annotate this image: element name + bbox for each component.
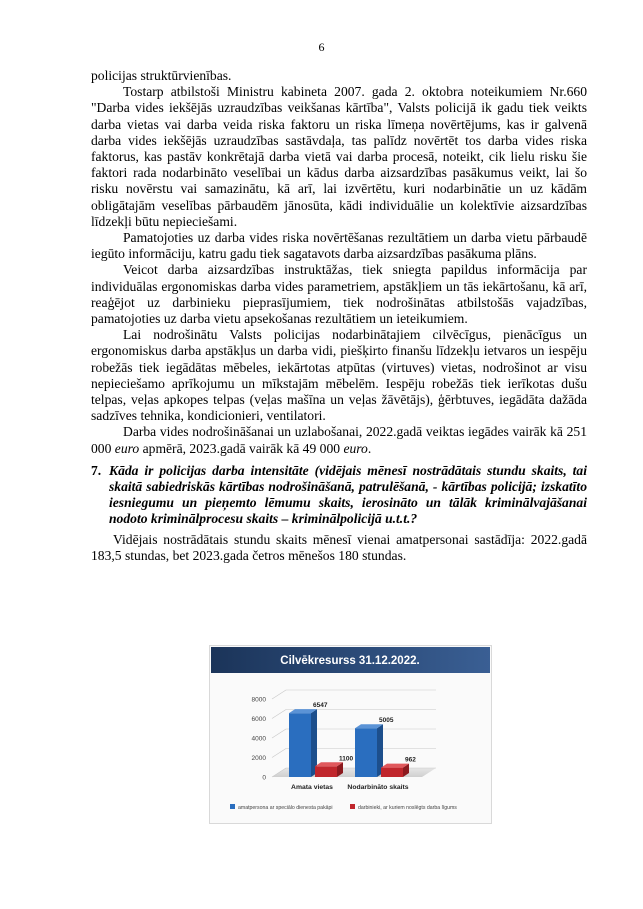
- data-label: 6547: [313, 702, 328, 710]
- data-label: 962: [405, 756, 416, 764]
- legend-label: amatpersona ar speciālo dienesta pakāpi: [238, 805, 333, 811]
- paragraph-safety-plan: Pamatojoties uz darba vides riska novērtēšanas rezultātiem un darba vietu pārbaudē iegūto informāciju, katru gadu tiek sagatavots darba aizsardzības pasākuma plāns.: [91, 230, 587, 262]
- y-tick-label: 2000: [251, 755, 266, 762]
- chart-canvas: [210, 646, 491, 823]
- bar-front: [315, 766, 337, 777]
- purchase-text-2: apmērā, 2023.gadā vairāk kā 49 000: [139, 440, 344, 456]
- y-tick-label: 8000: [251, 696, 266, 704]
- bar-front: [289, 713, 311, 777]
- purchase-text-3: .: [367, 440, 372, 456]
- data-label: 1100: [339, 755, 354, 763]
- euro-label-2: euro: [343, 440, 368, 456]
- bar-front: [355, 728, 377, 777]
- page-number: 6: [318, 40, 325, 54]
- chart-title: Cilvēkresurss 31.12.2022.: [280, 655, 420, 667]
- legend-swatch: [350, 804, 355, 809]
- answer-paragraph: Vidējais nostrādātais stundu skaits mēnesī vienai amatpersonai sastādīja: 2022.gadā 183,5 stundas, bet 2023.gada četros mēnešos 180 stundas.: [91, 531, 587, 563]
- gridline-diagonal: [272, 690, 286, 699]
- x-category-label: Amata vietas: [291, 784, 333, 791]
- gridline-diagonal: [272, 729, 286, 738]
- bar-front: [381, 768, 403, 777]
- y-tick-label: 4000: [251, 735, 266, 743]
- y-tick-label: 6000: [251, 716, 266, 723]
- paragraph-working-conditions: Lai nodrošinātu Valsts policijas nodarbinātajiem cilvēcīgus, pienācīgus un ergonomiskus darba apstākļus un darba vidi, piešķirto finanšu līdzekļu ietvaros un iespēju robežās tiek iegādātas mēbeles, iekārtotas atpūtas (virtuves) vietas, nodrošinot ar visu nepieciešamo aprīkojumu un mīkstajām mēbelēm. Iespēju robežās tiek ierīkotas dušu telpas, veļas apkopes telpas (veļas mašīna un veļas žāvētājs), ģērbtuves, iegādāta dažāda sadzīves tehnika, kondicionieri, ventilatori.: [91, 327, 587, 424]
- paragraph-purchases: [91, 424, 587, 456]
- paragraph-risk-assessment: Tostarp atbilstoši Ministru kabineta 2007. gada 2. oktobra noteikumiem Nr.660 "Darba vides iekšējās uzraudzības veikšanas kārtība", Valsts policijā ik gadu tiek veikts darba vietas vai darba veida riska faktoru un riska līmeņa novērtējums, kas ir galvenā darba vides iekšējās uzraudzības sastāvdaļa, tas palīdz novērtēt tos darba vides riska faktorus, kas pastāv konkrētajā darba vietā vai darba procesā, noteikt, cik lielu risku šie faktori rada nodarbināto veselībai un kādus darba aizsardzības pasākumus veikt, lai šo risku novērstu vai samazinātu, kā arī, lai izvērtētu, kuri nodarbinātie un uz kādām obligātajām veselības pārbaudēm jānosūta, kādi individuālie un kolektīvie aizsardzības līdzekļi būtu nepieciešami.: [91, 84, 587, 229]
- gridline-diagonal: [272, 710, 286, 719]
- document-body: [91, 68, 587, 564]
- chart-legend: [230, 804, 457, 811]
- paragraph-continuation: policijas struktūrvienības.: [91, 68, 232, 83]
- x-category-label: Nodarbināto skaits: [347, 784, 409, 791]
- y-tick-label: 0: [262, 774, 266, 782]
- purchase-text-1: Darba vides nodrošināšanai un uzlabošanai, 2022.gadā veiktas iegādes vairāk kā 251 000: [91, 424, 587, 456]
- legend-swatch: [230, 804, 235, 809]
- legend-label: darbinieki, ar kuriem noslēgts darba līgums: [358, 805, 457, 811]
- euro-label-1: euro: [114, 440, 140, 456]
- data-label: 5005: [379, 717, 394, 725]
- question-heading: [91, 463, 587, 528]
- question-text: Kāda ir policijas darba intensitāte (vidējais mēnesī nostrādātais stundu skaits, tai skaitā sabiedriskās kārtības nodrošināšanā, patrulēšanā, - kārtības policijā; izskatīto iesniegumu un pieņemto lēmumu skaits, ierosināto un tālāk kriminālvajāšanai nodoto kriminālprocesu skaits – kriminālpolicijā u.t.t.?: [109, 462, 587, 527]
- question-number: 7.: [91, 462, 102, 478]
- paragraph-instructions: Veicot darba aizsardzības instruktāžas, tiek sniegta papildus informācija par individuālas ergonomiskas darba vides parametriem, apstākļiem un tās iekārtošanu, kā arī, reaģējot uz darbinieku pieprasījumiem, tiek nodrošinātas atbilstošās vajadzības, pamatojoties uz darba vietu apsekošanas rezultātiem un ieteikumiem.: [91, 262, 587, 327]
- hr-chart: [209, 645, 492, 824]
- gridline-diagonal: [272, 749, 286, 758]
